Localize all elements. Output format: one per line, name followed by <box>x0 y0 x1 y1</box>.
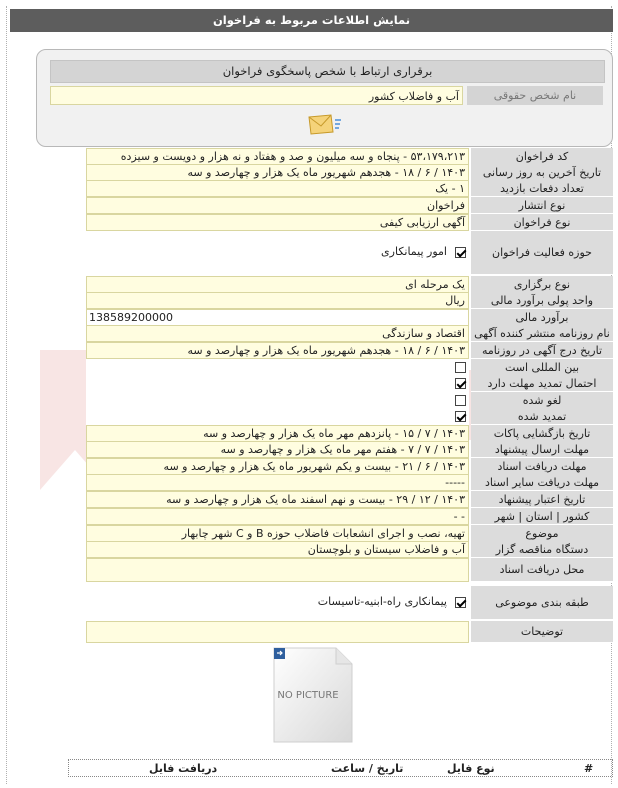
detail-label: محل دریافت اسناد <box>471 558 613 582</box>
detail-label: نوع انتشار <box>471 197 613 214</box>
detail-row <box>86 425 613 442</box>
files-col-type: نوع فایل <box>447 762 495 775</box>
detail-checkbox-cell <box>86 231 469 275</box>
mail-icon[interactable] <box>306 113 342 135</box>
detail-label: نوع برگزاری <box>471 276 613 293</box>
detail-row <box>86 441 613 458</box>
detail-row <box>86 392 613 409</box>
files-col-number: # <box>584 762 594 775</box>
detail-value: تهیه، نصب و اجرای انشعابات فاضلاب حوزه B و C شهر چابهار <box>86 525 469 542</box>
detail-checkbox-label: امور پیمانکاری <box>381 245 447 258</box>
contact-title: برقراری ارتباط با شخص پاسخگوی فراخوان <box>50 60 605 83</box>
detail-checkbox[interactable] <box>455 597 466 608</box>
detail-row <box>86 525 613 542</box>
detail-label: بین المللی است <box>471 359 613 376</box>
detail-label: مهلت دریافت اسناد <box>471 458 613 475</box>
detail-row <box>86 359 613 376</box>
detail-label: تعداد دفعات بازدید <box>471 180 613 197</box>
detail-row <box>86 309 613 326</box>
files-col-download: دریافت فایل <box>149 762 218 775</box>
detail-row <box>86 458 613 475</box>
detail-label: تاریخ آخرین به روز رسانی <box>471 164 613 181</box>
detail-label: تاریخ درج آگهی در روزنامه <box>471 342 613 359</box>
detail-checkbox-cell <box>86 586 469 620</box>
detail-row <box>86 276 613 293</box>
detail-value: ۱۴۰۳ / ۶ / ۲۱ - بیست و یکم شهریور ماه یک هزار و چهارصد و سه <box>86 458 469 475</box>
detail-value: ۵۳،۱۷۹،۲۱۳ - پنجاه و سه میلیون و صد و هفتاد و نه هزار و دویست و سیزده <box>86 148 469 165</box>
detail-value: ۱۴۰۳ / ۶ / ۱۸ - هجدهم شهریور ماه یک هزار و چهارصد و سه <box>86 164 469 181</box>
detail-value: فراخوان <box>86 197 469 214</box>
detail-label: توضیحات <box>471 621 613 643</box>
detail-value: ریال <box>86 292 469 309</box>
detail-row <box>86 408 613 425</box>
detail-value <box>86 558 469 582</box>
detail-label: مهلت دریافت سایر اسناد <box>471 474 613 491</box>
detail-label: لغو شده <box>471 392 613 409</box>
detail-label: حوزه فعالیت فراخوان <box>471 231 613 275</box>
detail-label: دستگاه مناقصه گزار <box>471 541 613 558</box>
legal-entity-value: آب و فاضلاب کشور <box>50 86 463 105</box>
detail-row <box>86 180 613 197</box>
files-table-header <box>68 759 613 777</box>
detail-label: تمدید شده <box>471 408 613 425</box>
page-title: نمایش اطلاعات مربوط به فراخوان <box>10 9 613 32</box>
no-picture-text: NO PICTURE <box>277 690 339 701</box>
detail-label: نام روزنامه منتشر کننده آگهی <box>471 325 613 342</box>
detail-label: کد فراخوان <box>471 148 613 165</box>
detail-value: ۱ - یک <box>86 180 469 197</box>
detail-checkbox[interactable] <box>455 378 466 389</box>
detail-row <box>86 148 613 165</box>
detail-row <box>86 375 613 392</box>
detail-row <box>86 197 613 214</box>
detail-row <box>86 325 613 342</box>
detail-label: طبقه بندی موضوعی <box>471 586 613 620</box>
detail-value: ۱۴۰۳ / ۱۲ / ۲۹ - بیست و نهم اسفند ماه یک هزار و چهارصد و سه <box>86 491 469 508</box>
detail-value <box>86 621 469 643</box>
detail-row <box>86 342 613 359</box>
legal-entity-label: نام شخص حقوقی <box>467 86 603 105</box>
detail-label: تاریخ بازگشایی پاکات <box>471 425 613 442</box>
detail-label: تاریخ اعتبار پیشنهاد <box>471 491 613 508</box>
detail-row <box>86 586 613 620</box>
detail-label: کشور | استان | شهر <box>471 508 613 525</box>
detail-value: ۱۴۰۳ / ۷ / ۷ - هفتم مهر ماه یک هزار و چهارصد و سه <box>86 441 469 458</box>
detail-label: مهلت ارسال پیشنهاد <box>471 441 613 458</box>
detail-label: نوع فراخوان <box>471 214 613 231</box>
detail-row <box>86 491 613 508</box>
detail-value: آگهی ارزیابی کیفی <box>86 214 469 231</box>
detail-row <box>86 474 613 491</box>
detail-row <box>86 558 613 582</box>
detail-checkbox-cell <box>86 392 469 409</box>
detail-row <box>86 231 613 275</box>
detail-row <box>86 292 613 309</box>
detail-value: ۱۴۰۳ / ۶ / ۱۸ - هجدهم شهریور ماه یک هزار و چهارصد و سه <box>86 342 469 359</box>
detail-value: ----- <box>86 474 469 491</box>
detail-value: اقتصاد و سازندگی <box>86 325 469 342</box>
detail-value: - - <box>86 508 469 525</box>
detail-checkbox-label: پیمانکاری راه-ابنیه-تاسیسات <box>317 595 447 608</box>
detail-value: ۱۴۰۳ / ۷ / ۱۵ - پانزدهم مهر ماه یک هزار و چهارصد و سه <box>86 425 469 442</box>
detail-row <box>86 214 613 231</box>
detail-value: آب و فاضلاب سیستان و بلوچستان <box>86 541 469 558</box>
detail-label: برآورد مالی <box>471 309 613 326</box>
detail-checkbox-cell <box>86 408 469 425</box>
detail-label: احتمال تمدید مهلت دارد <box>471 375 613 392</box>
detail-checkbox[interactable] <box>455 411 466 422</box>
detail-row <box>86 164 613 181</box>
detail-row <box>86 508 613 525</box>
detail-row <box>86 541 613 558</box>
detail-row <box>86 621 613 643</box>
detail-checkbox[interactable] <box>455 362 466 373</box>
detail-checkbox-cell <box>86 375 469 392</box>
detail-label: موضوع <box>471 525 613 542</box>
detail-checkbox-cell <box>86 359 469 376</box>
detail-value: 138589200000 <box>86 309 469 326</box>
detail-checkbox[interactable] <box>455 395 466 406</box>
detail-label: واحد پولی برآورد مالی <box>471 292 613 309</box>
detail-checkbox[interactable] <box>455 247 466 258</box>
files-col-date: تاریخ / ساعت <box>331 762 404 775</box>
detail-value: یک مرحله ای <box>86 276 469 293</box>
